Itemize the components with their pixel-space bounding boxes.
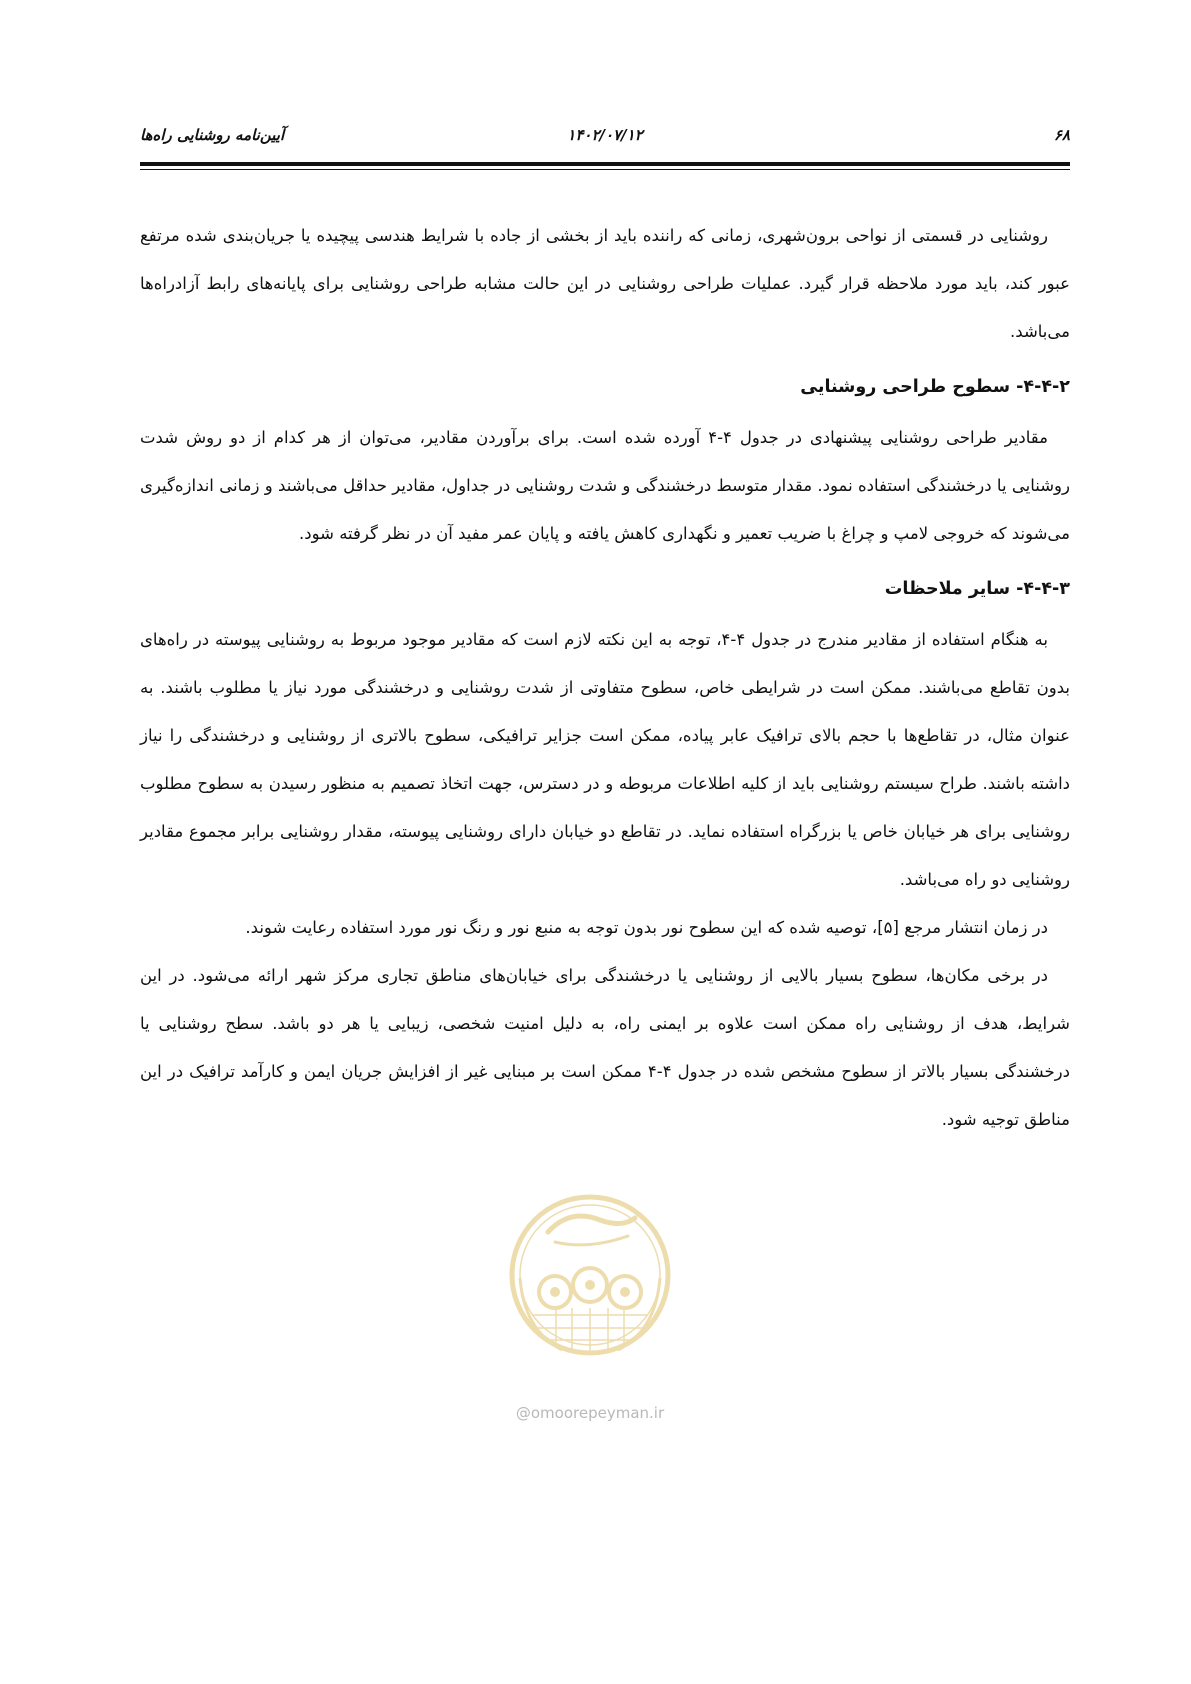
header-rule-thin xyxy=(140,169,1070,170)
header-date: ۱۴۰۲/۰۷/۱۲ xyxy=(567,126,643,144)
watermark-logo xyxy=(500,1180,680,1430)
page-content xyxy=(140,212,1070,1144)
section-heading-design-levels: ۴-۴-۲- سطوح طراحی روشنایی xyxy=(800,377,1070,397)
header-page-number: ۶۸ xyxy=(1053,126,1070,144)
header-document-title: آیین‌نامه روشنایی راه‌ها xyxy=(140,126,285,144)
watermark-url: @omoorepeyman.ir xyxy=(515,1404,665,1422)
paragraph-commercial-areas: در برخی مکان‌ها، سطوح بسیار بالایی از روشنایی یا درخشندگی برای خیابان‌های مناطق تجاری مرکز شهر ارائه می‌شود. در این شرایط، هدف از روشنایی راه ممکن است علاوه بر ایمنی راه، به دلیل امنیت شخصی، زیبایی یا هر دو باشد. سطح روشنایی یا درخشندگی بسیار بالاتر از سطوح مشخص شده در جدول ۴-۴ ممکن است بر مبنایی غیر از افزایش جریان ایمن و کارآمد ترافیک در این مناطق توجیه شود. xyxy=(140,966,1070,1129)
paragraph-other-considerations: به هنگام استفاده از مقادیر مندرج در جدول ۴-۴، توجه به این نکته لازم است که مقادیر موجود مربوط به روشنایی پیوسته در راه‌های بدون تقاطع می‌باشند. ممکن است در شرایطی خاص، سطوح متفاوتی از شدت روشنایی و درخشندگی مورد نیاز یا مطلوب باشند. به عنوان مثال، در تقاطع‌ها با حجم بالای ترافیک عابر پیاده، ممکن است جزایر ترافیکی، سطوح بالاتری از روشنایی و درخشندگی را نیاز داشته باشند. طراح سیستم روشنایی باید از کلیه اطلاعات مربوطه و در دسترس، جهت اتخاذ تصمیم به منظور رسیدن به سطوح مطلوب روشنایی برای هر خیابان خاص یا بزرگراه استفاده نماید. در تقاطع دو خیابان دارای روشنایی پیوسته، مقدار روشنایی برابر مجموع مقادیر روشنایی دو راه می‌باشد. xyxy=(140,630,1070,889)
paragraph-design-levels: مقادیر طراحی روشنایی پیشنهادی در جدول ۴-۴ آورده شده است. برای برآوردن مقادیر، می‌توان از هر کدام از دو روش شدت روشنایی یا درخشندگی استفاده نمود. مقدار متوسط درخشندگی و شدت روشنایی در جداول، مقادیر حداقل می‌باشند و زمانی اندازه‌گیری می‌شوند که خروجی لامپ و چراغ با ضریب تعمیر و نگهداری کاهش یافته و پایان عمر مفید آن در نظر گرفته شود. xyxy=(140,428,1070,543)
paragraph-intro: روشنایی در قسمتی از نواحی برون‌شهری، زمانی که راننده باید از بخشی از جاده با شرایط هندسی پیچیده یا جریان‌بندی شده مرتفع عبور کند، باید مورد ملاحظه قرار گیرد. عملیات طراحی روشنایی در این حالت مشابه طراحی روشنایی برای پایانه‌های رابط آزادراه‌ها می‌باشد. xyxy=(140,226,1070,341)
header-rule-thick xyxy=(140,162,1070,166)
paragraph-reference-note: در زمان انتشار مرجع [۵]، توصیه شده که این سطوح نور بدون توجه به منبع نور و رنگ نور مورد استفاده رعایت شوند. xyxy=(245,918,1048,937)
section-heading-other-considerations: ۴-۴-۳- سایر ملاحظات xyxy=(884,579,1070,599)
page-header xyxy=(140,126,1070,148)
